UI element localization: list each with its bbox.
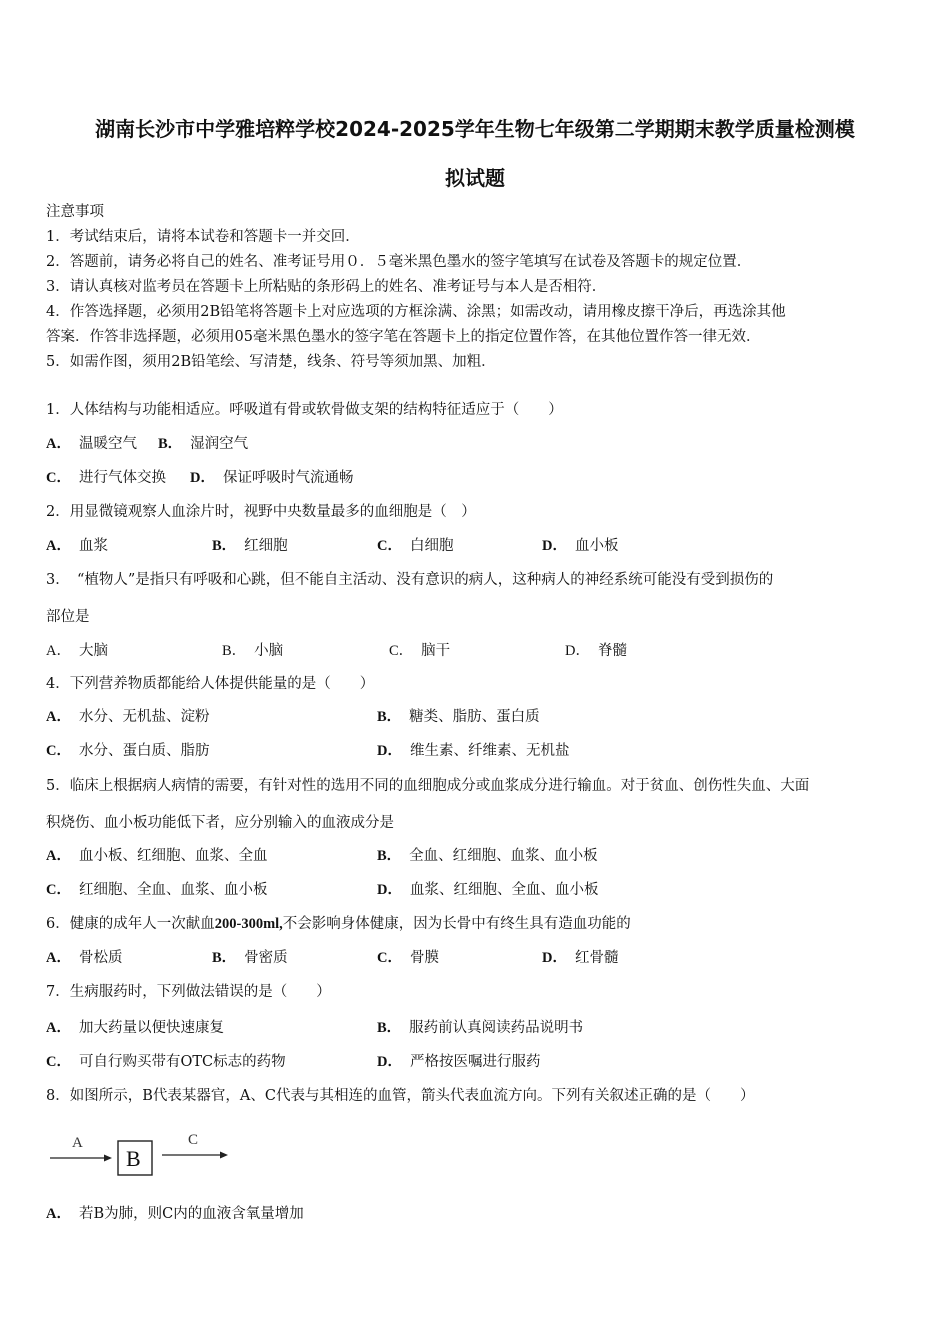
option-text: 大脑 [78,643,108,659]
option-label: B． [377,709,402,725]
option-text: 红细胞、全血、血浆、血小板 [78,882,268,898]
option-label: D． [377,882,402,898]
question-2-option-b [212,536,288,556]
blood-flow-diagram [46,1128,246,1180]
question-5-stem-line1: 5．临床上根据病人病情的需要，有针对性的选用不同的血细胞成分或血浆成分进行输血。对于贫血、创伤性失血、大面 [46,778,810,794]
question-6-stem-post: 不会影响身体健康，因为长骨中有终生具有造血功能的 [282,916,631,932]
option-label: A． [46,436,71,452]
question-7-stem: 7．生病服药时，下列做法错误的是（ ） [46,984,331,1000]
option-label: C． [46,1054,71,1070]
question-1-option-c [46,468,166,488]
question-2-option-d [542,536,618,556]
vessel-c-label: C [188,1132,199,1148]
option-text: 糖类、脂肪、蛋白质 [409,709,540,725]
question-2-option-a [46,536,108,556]
option-text: 血小板 [574,538,619,554]
option-label: B． [212,538,237,554]
option-label: A． [46,643,71,659]
option-label: B． [377,848,402,864]
option-label: A． [46,709,71,725]
question-4-option-d [377,741,569,761]
question-3-option-a [46,641,108,661]
option-text: 水分、无机盐、淀粉 [78,709,210,725]
option-label: D． [377,743,402,759]
arrow-right-icon [104,1155,112,1162]
notice-item-1: 1．考试结束后，请将本试卷和答题卡一并交回． [46,229,360,245]
question-4-stem: 4．下列营养物质都能给人体提供能量的是（ ） [46,676,375,692]
option-label: A． [46,848,71,864]
notice-heading: 注意事项 [46,204,104,220]
option-label: B． [222,643,247,659]
question-6-option-c [377,948,439,968]
option-text: 进行气体交换 [78,470,166,486]
option-label: B． [377,1020,402,1036]
option-text: 保证呼吸时气流通畅 [222,470,354,486]
option-text: 血浆 [78,538,108,554]
option-label: A． [46,1206,71,1222]
question-5-stem-line2: 积烧伤、血小板功能低下者，应分别输入的血液成分是 [46,815,394,831]
notice-item-5: 5．如需作图，须用2B铅笔绘、写清楚，线条、符号等须加黑、加粗． [46,354,496,370]
notice-item-4-cont: 答案．作答非选择题，必须用05毫米黑色墨水的签字笔在答题卡上的指定位置作答，在其他位置作答一律无效． [46,329,761,345]
option-text: 骨膜 [409,950,439,966]
option-text: 服药前认真阅读药品说明书 [409,1020,584,1036]
option-text: 全血、红细胞、血浆、血小板 [409,848,598,864]
option-text: 可自行购买带有OTC标志的药物 [78,1054,286,1070]
option-text: 血小板、红细胞、血浆、全血 [78,848,268,864]
question-4-option-c [46,741,209,761]
option-label: A． [46,1020,71,1036]
option-text: 严格按医嘱进行服药 [409,1054,541,1070]
option-label: A． [46,538,71,554]
question-8-stem: 8．如图所示，B代表某器官，A、C代表与其相连的血管，箭头代表血流方向。下列有关叙述正确的是（ ） [46,1088,755,1104]
question-6-stem-pre: 6．健康的成年人一次献血 [46,916,215,932]
option-text: 骨松质 [78,950,123,966]
question-6-option-b [212,948,288,968]
option-text: 骨密质 [244,950,288,966]
option-label: D． [377,1054,402,1070]
option-label: D． [542,538,567,554]
option-label: D． [190,470,215,486]
question-3-stem-line2: 部位是 [46,609,90,625]
organ-b-label: B [126,1146,141,1171]
question-3-stem-line1: 3． “植物人”是指只有呼吸和心跳，但不能自主活动、没有意识的病人，这种病人的神经系统可能没有受到损伤的 [46,572,774,588]
question-7-option-c [46,1052,286,1072]
question-8-option-a [46,1204,304,1224]
option-text: 小脑 [254,643,284,659]
question-1-option-b [158,434,248,454]
question-7-option-d [377,1052,540,1072]
vessel-a-label: A [72,1135,83,1151]
option-label: B． [212,950,237,966]
option-label: B． [158,436,183,452]
notice-item-3: 3．请认真核对监考员在答题卡上所粘贴的条形码上的姓名、准考证号与本人是否相符． [46,279,607,295]
option-text: 若B为肺，则C内的血液含氧量增加 [78,1206,304,1222]
option-label: C． [377,538,402,554]
question-5-option-c [46,880,267,900]
question-5-option-a [46,846,267,866]
question-6-option-a [46,948,122,968]
arrow-right-icon [220,1152,228,1159]
option-text: 脑干 [421,643,451,659]
option-label: A． [46,950,71,966]
option-text: 维生素、纤维素、无机盐 [409,743,570,759]
option-label: D． [565,643,590,659]
question-2-stem: 2．用显微镜观察人血涂片时，视野中央数量最多的血细胞是（ ） [46,504,476,520]
question-1-option-d [190,468,353,488]
option-text: 血浆、红细胞、全血、血小板 [409,882,599,898]
option-label: C． [377,950,402,966]
page-title-line2: 拟试题 [445,166,505,190]
option-text: 温暖空气 [78,436,137,452]
question-2-option-c [377,536,453,556]
question-3-option-b [222,641,283,661]
notice-item-2: 2．答题前，请务必将自己的姓名、准考证号用０．５毫米黑色墨水的签字笔填写在试卷及答题卡的规定位置． [46,254,752,270]
option-text: 白细胞 [409,538,454,554]
option-text: 加大药量以便快速康复 [78,1020,224,1036]
option-label: C． [46,743,71,759]
option-text: 红骨髓 [574,950,619,966]
question-3-option-c [389,641,450,661]
page-title-line1: 湖南长沙市中学雅培粹学校2024-2025学年生物七年级第二学期期末教学质量检测模 [95,117,855,141]
option-label: D． [542,950,567,966]
option-label: C． [389,643,414,659]
question-4-option-a [46,707,209,727]
option-text: 湿润空气 [190,436,249,452]
question-6-stem [46,914,631,934]
option-label: C． [46,470,71,486]
notice-item-4: 4．作答选择题，必须用2B铅笔将答题卡上对应选项的方框涂满、涂黑；如需改动，请用橡皮擦干净后，再选涂其他 [46,304,786,320]
question-5-option-d [377,880,598,900]
option-text: 脊髓 [597,643,627,659]
question-7-option-b [377,1018,583,1038]
question-6-stem-amount: 200-300ml, [214,916,283,932]
question-1-stem: 1．人体结构与功能相适应。呼吸道有骨或软骨做支架的结构特征适应于（ ） [46,402,563,418]
question-1-option-a [46,434,137,454]
question-4-option-b [377,707,540,727]
question-7-option-a [46,1018,224,1038]
option-text: 红细胞 [244,538,288,554]
question-5-option-b [377,846,598,866]
option-label: C． [46,882,71,898]
option-text: 水分、蛋白质、脂肪 [78,743,210,759]
question-3-option-d [565,641,627,661]
question-6-option-d [542,948,618,968]
